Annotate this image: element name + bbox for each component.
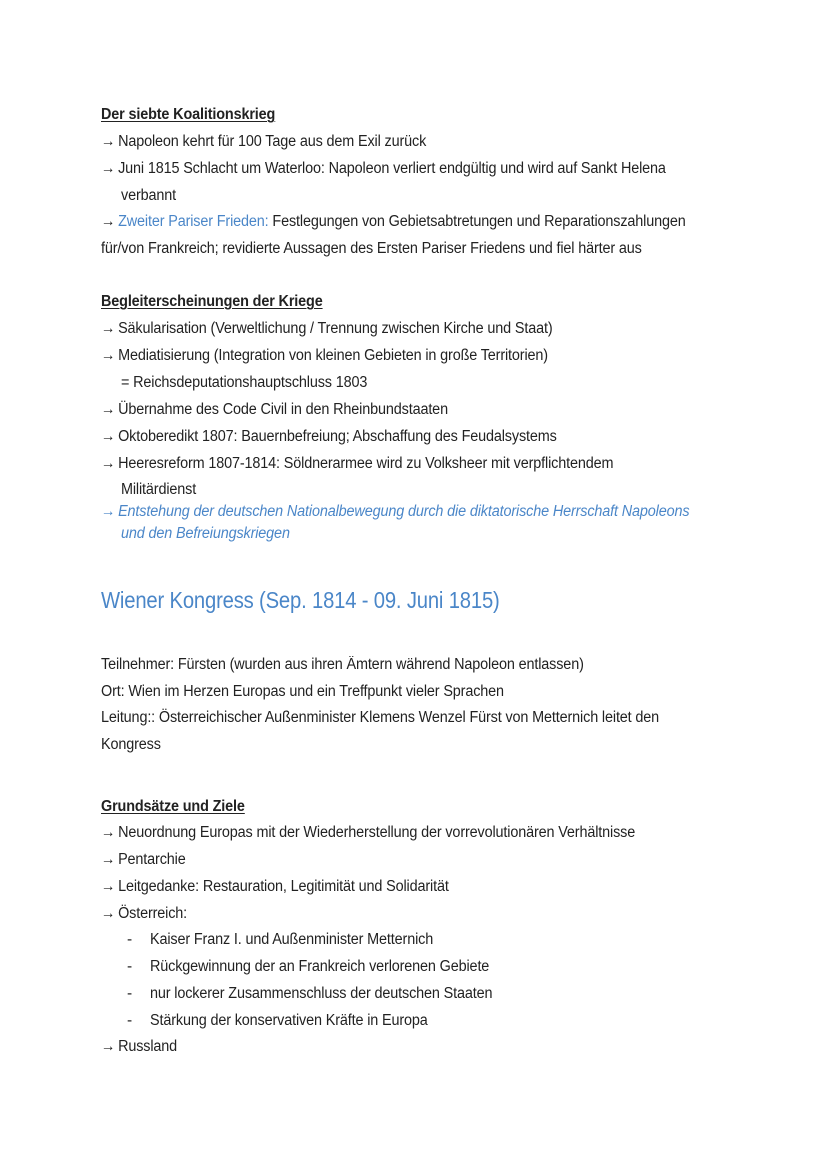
list-item-text: Entstehung der deutschen Nationalbewegung durch die diktatorische Herrschaft Napoleons (118, 503, 690, 520)
list-item (101, 319, 553, 339)
dash-bullet: - (127, 985, 133, 1002)
arrow-icon: → (101, 824, 116, 841)
list-item-continuation: Militärdienst (121, 481, 197, 498)
list-item (101, 904, 187, 924)
sub-list-item: Kaiser Franz I. und Außenminister Metternich (150, 931, 434, 948)
list-item-text: Russland (118, 1038, 178, 1055)
arrow-icon: → (101, 428, 116, 445)
arrow-icon: → (101, 320, 116, 337)
info-lead: Leitung:: Österreichischer Außenminister Klemens Wenzel Fürst von Metternich leitet den (101, 709, 660, 726)
section-heading-begleiterscheinungen: Begleiterscheinungen der Kriege (101, 293, 323, 310)
dash-bullet: - (127, 931, 133, 948)
list-item-text: Oktoberedikt 1807: Bauernbefreiung; Abschaffung des Feudalsystems (118, 428, 557, 445)
list-item-text: Festlegungen von Gebietsabtretungen und Reparationszahlungen (272, 213, 686, 230)
list-item-text: Mediatisierung (Integration von kleinen Gebieten in große Territorien) (118, 347, 548, 364)
page-title: Wiener Kongress (Sep. 1814 - 09. Juni 1815) (101, 587, 500, 613)
list-item-text: Leitgedanke: Restauration, Legitimität und Solidarität (118, 878, 449, 895)
list-item (101, 212, 686, 232)
info-place: Ort: Wien im Herzen Europas und ein Treffpunkt vieler Sprachen (101, 683, 504, 700)
list-item-text: Neuordnung Europas mit der Wiederherstellung der vorrevolutionären Verhältnisse (118, 824, 636, 841)
arrow-icon: → (101, 503, 116, 520)
list-item-continuation: = Reichsdeputationshauptschluss 1803 (121, 374, 368, 391)
arrow-icon: → (101, 905, 116, 922)
list-item-continuation: und den Befreiungskriegen (121, 525, 290, 542)
list-item-continuation: für/von Frankreich; revidierte Aussagen des Ersten Pariser Friedens und fiel härter aus (101, 240, 642, 257)
list-item (101, 427, 557, 447)
list-item (101, 850, 186, 870)
list-item-continuation: verbannt (121, 187, 176, 204)
arrow-icon: → (101, 401, 116, 418)
section-heading-koalitionskrieg: Der siebte Koalitionskrieg (101, 106, 276, 123)
term-link-zweiter-pariser-frieden[interactable]: Zweiter Pariser Frieden: (118, 213, 269, 230)
sub-list-item: nur lockerer Zusammenschluss der deutschen Staaten (150, 985, 493, 1002)
list-item-text: Pentarchie (118, 851, 186, 868)
arrow-icon: → (101, 851, 116, 868)
list-item-highlight (101, 502, 689, 522)
arrow-icon: → (101, 160, 116, 177)
list-item (101, 159, 666, 179)
list-item (101, 877, 449, 897)
arrow-icon: → (101, 878, 116, 895)
list-item (101, 400, 448, 420)
list-item-text: Napoleon kehrt für 100 Tage aus dem Exil zurück (118, 133, 427, 150)
sub-list-item: Rückgewinnung der an Frankreich verlorenen Gebiete (150, 958, 490, 975)
arrow-icon: → (101, 1038, 116, 1055)
dash-bullet: - (127, 1012, 133, 1029)
list-item (101, 1037, 177, 1057)
arrow-icon: → (101, 133, 116, 150)
list-item (101, 823, 635, 843)
arrow-icon: → (101, 455, 116, 472)
list-item-text: Juni 1815 Schlacht um Waterloo: Napoleon verliert endgültig und wird auf Sankt Helena (118, 160, 666, 177)
list-item-text: Heeresreform 1807-1814: Söldnerarmee wird zu Volksheer mit verpflichtendem (118, 455, 614, 472)
section-heading-grundsaetze: Grundsätze und Ziele (101, 798, 245, 815)
list-item (101, 346, 548, 366)
arrow-icon: → (101, 213, 116, 230)
info-lead-continuation: Kongress (101, 736, 161, 753)
list-item (101, 132, 426, 152)
list-item-text: Österreich: (118, 905, 188, 922)
list-item-text: Übernahme des Code Civil in den Rheinbundstaaten (118, 401, 448, 418)
sub-list-item: Stärkung der konservativen Kräfte in Europa (150, 1012, 428, 1029)
arrow-icon: → (101, 347, 116, 364)
list-item-text: Säkularisation (Verweltlichung / Trennung zwischen Kirche und Staat) (118, 320, 553, 337)
list-item (101, 454, 613, 474)
info-participants: Teilnehmer: Fürsten (wurden aus ihren Ämtern während Napoleon entlassen) (101, 656, 584, 673)
dash-bullet: - (127, 958, 133, 975)
